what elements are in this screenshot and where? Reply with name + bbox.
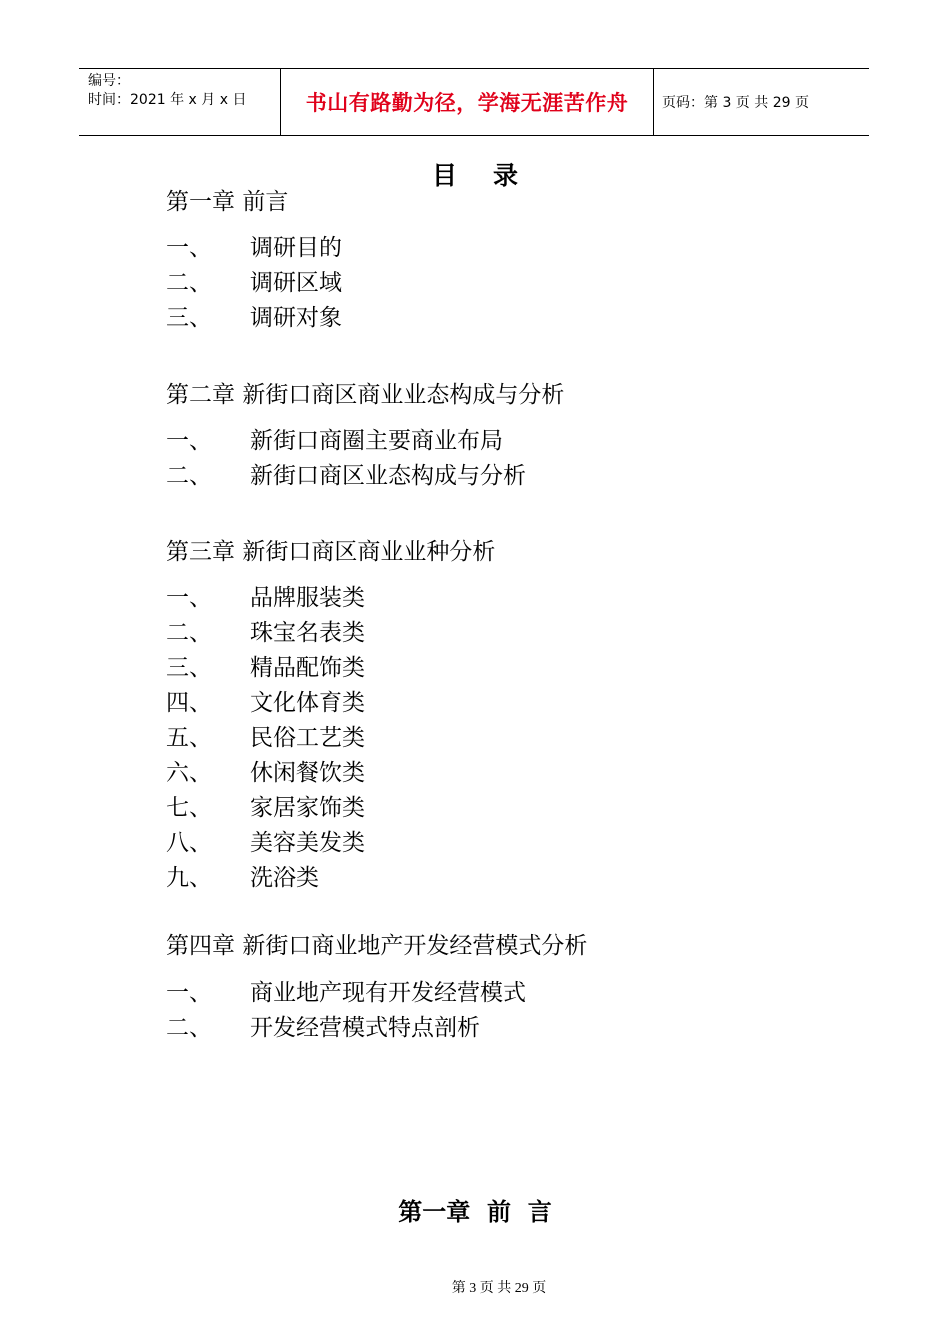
document-time-label: 时间：2021 年 x 月 x 日	[88, 92, 247, 108]
header-meta-cell	[79, 69, 281, 135]
toc-item: 二、 珠宝名表类	[166, 620, 365, 646]
toc-chapter-1: 第一章 前言	[166, 189, 289, 215]
toc-item: 六、 休闲餐饮类	[166, 760, 365, 786]
chapter-heading: 第一章 前 言	[398, 1198, 552, 1226]
toc-item: 二、 开发经营模式特点剖析	[166, 1015, 480, 1041]
page-footer: 第 3 页 共 29 页	[451, 1281, 547, 1296]
toc-item: 三、 精品配饰类	[166, 655, 365, 681]
header-motto-cell	[281, 69, 654, 135]
toc-item: 一、 商业地产现有开发经营模式	[166, 980, 526, 1006]
toc-item: 四、 文化体育类	[166, 690, 365, 716]
header-page-cell	[654, 69, 869, 135]
toc-item: 二、 新街口商区业态构成与分析	[166, 463, 526, 489]
toc-item: 一、 调研目的	[166, 235, 342, 261]
toc-chapter-4: 第四章 新街口商业地产开发经营模式分析	[166, 933, 588, 959]
toc-chapter-2: 第二章 新街口商区商业业态构成与分析	[166, 382, 565, 408]
toc-item: 八、 美容美发类	[166, 830, 365, 856]
header-page-label: 页码：第 3 页 共 29 页	[662, 95, 809, 111]
toc-item: 一、 新街口商圈主要商业布局	[166, 428, 503, 454]
header-motto: 书山有路勤为径，学海无涯苦作舟	[305, 91, 629, 115]
toc-item: 二、 调研区域	[166, 270, 342, 296]
toc-title: 目录	[431, 161, 554, 190]
document-number-label: 编号：	[88, 73, 130, 89]
toc-item: 一、 品牌服装类	[166, 585, 365, 611]
page-header	[79, 68, 869, 136]
toc-item: 七、 家居家饰类	[166, 795, 365, 821]
toc-item: 三、 调研对象	[166, 305, 342, 331]
toc-item: 五、 民俗工艺类	[166, 725, 365, 751]
toc-chapter-3: 第三章 新街口商区商业业种分析	[166, 539, 496, 565]
toc-item: 九、 洗浴类	[166, 865, 319, 891]
